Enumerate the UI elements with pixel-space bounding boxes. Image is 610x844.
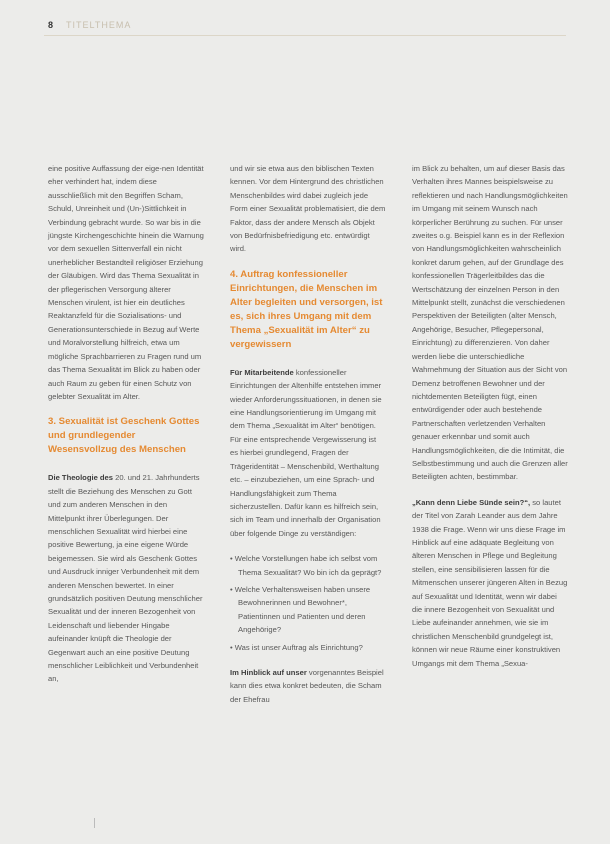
bullet-item: • Welche Vorstellungen habe ich selbst vom Thema Sexualität? Wo bin ich da geprägt? bbox=[230, 554, 382, 577]
section-heading-3: 3. Sexualität ist Geschenk Gottes und grundlegender Wesensvollzug des Menschen bbox=[48, 416, 200, 456]
column-middle bbox=[230, 162, 386, 718]
paragraph-text: vorgenanntes Beispiel kann dies etwa konkret bedeuten, die Scham der Ehefrau bbox=[230, 667, 384, 704]
footer-mark bbox=[94, 818, 95, 828]
column-left bbox=[48, 162, 204, 718]
paragraph: und wir sie etwa aus den biblischen Texten kennen. Vor dem Hintergrund des christlichen Menschenbildes wird dabei zugleich jede Form einer Sexualität problematisiert, die dem Faktor, dass der andere Mensch als Objekt von Bedürfnisbefriedigung etc. entwürdigt wird. bbox=[230, 164, 386, 254]
page-header bbox=[48, 20, 131, 30]
paragraph-lead: „Kann denn Liebe Sünde sein?“, bbox=[412, 497, 531, 507]
section-title: TITELTHEMA bbox=[66, 20, 132, 30]
paragraph bbox=[412, 496, 568, 670]
header-rule bbox=[44, 35, 566, 36]
column-right bbox=[412, 162, 568, 718]
paragraph bbox=[230, 366, 386, 540]
section-heading-4: 4. Auftrag konfessioneller Einrichtungen, die Menschen im Alter begleiten und versorgen, ist es, sich ihres Umgang mit dem Thema „Sexualität im Alter“ zu vergewissern bbox=[230, 268, 383, 350]
bullet-item: • Was ist unser Auftrag als Einrichtung? bbox=[230, 642, 363, 652]
paragraph: im Blick zu behalten, um auf dieser Basis das Verhalten ihres Mannes beispielsweise zu reflektieren und nach Handlungsmöglichkeiten im Umgang mit seinem Wunsch nach körperlicher Berührung zu suchen. Für unser zweites o.g. Beispiel kann es in der Reflexion von Handlungsmöglichkeiten wahrscheinlich konkret darum gehen, auf der Grundlage des konfessionellen Trägerleitbildes das die Wertschätzung der einzelnen Person in den Mittelpunkt stellt, zunächst die verschiedenen Perspektiven der Beteiligten (alter Mensch, Angehörige, Besucher, Pflegepersonal, Einrichtung) zu differenzieren. Von daher werden liebe die unterschiedliche Wahrnehmung der Situation aus der Sicht von Demenz betroffenen Bewohner und der nichtdementen Beteiligten fügt, einen entwürdigender oder auch bestehende Partnerschaften verletzenden Verhalten genauer erkennbar und somit auch Handlungsmöglichkeiten, die die Intimität, die Selbstbestimmung und auch die Grenzen aller Beteiligten achten, bestimmbar. bbox=[412, 164, 568, 482]
paragraph-lead: Die Theologie des bbox=[48, 473, 113, 483]
paragraph bbox=[48, 471, 204, 686]
paragraph-text: konfessioneller Einrichtungen der Altenhilfe entstehen immer wieder Anforderungssituationen, in denen sie eine Handlungsorientierung im Umgang mit dem Thema „Sexualität im Alter“ benötigen. Für eine entsprechende Vergewisserung ist es hierbei grundlegend, Fragen der Trägeridentität – Menschenbild, Werthaltung etc. – einzubeziehen, um eine Sprach- und Handlungsfähigkeit zum Thema sicherzustellen. Dafür kann es hilfreich sein, sich im Team und innerhalb der Organisation über folgende Dinge zu verständigen: bbox=[230, 367, 382, 538]
paragraph-lead: Für Mitarbeitende bbox=[230, 367, 294, 377]
paragraph-text: 20. und 21. Jahrhunderts stellt die Beziehung des Menschen zu Gott und zum anderen Menschen in den Mittelpunkt ihrer Überlegungen. Der menschlichen Sexualität wird hierbei eine positive Bewertung, ja eine eigene Würde beigemessen. Sie wird als Geschenk Gottes und Ausdruck inniger Verbundenheit mit dem anderen Menschen bewertet. In einer grundsätzlich positiven Deutung menschlicher Sexualität und der inneren Bezogenheit von Leidenschaft und liebender Hingabe aufeinander knüpft die Theologie der Gegenwart auch an eine positive Deutung menschlicher Leiblichkeit und Verbundenheit an, bbox=[48, 473, 203, 684]
article-columns bbox=[48, 162, 568, 718]
paragraph-text: so lautet der Titel von Zarah Leander aus dem Jahre 1938 die Frage. Wenn wir uns diese Frage im Hinblick auf eine adäquate Begleitung von älteren Menschen in Pflege und Begleitung stellen, eine sensibilisieren lassen für die Mitmenschen unserer jüngeren Alten in Bezug auf Sexualität und Identität, wenn wir dabei die innere Bezogenheit von Sexualität und Liebe aufeinander annehmen, wie sie im christlichen Menschenbild grundgelegt ist, können wir neue Räume einer konstruktiven Umgangs mit dem Thema „Sexua- bbox=[412, 497, 568, 668]
bullet-item: • Welche Verhaltensweisen haben unsere Bewohnerinnen und Bewohner*, Patientinnen und Patienten und deren Angehörige? bbox=[230, 584, 371, 635]
page-number: 8 bbox=[48, 20, 55, 30]
paragraph bbox=[230, 666, 386, 706]
paragraph: eine positive Auffassung der eige-nen Identität eher verhindert hat, indem diese ausschließlich mit den Begriffen Scham, Schuld, Unreinheit und (Un-)Sittlichkeit in Verbindung gebracht wurde. So war bis in die jüngste Kirchengeschichte hinein die Warnung vor dem sexuellen Sittenverfall ein nicht unerheblicher Bestandteil religiöser Erziehung der Gläubigen. Wird das Thema Sexualität in der pflegerischen Versorgung älterer Menschen virulent, ist hier ein deutliches Reaktanzfeld für die Sozialisations- und Generationsunterschiede in Bezug auf Werte und Moralvorstellung hilfreich, etwa um mögliche Sprachbarrieren zu Fragen rund um das Thema Sexualität im Blick zu haben oder auch Raum zu geben für einen Schutz von gelebter Sexualität im Alter. bbox=[48, 164, 204, 401]
paragraph-lead: Im Hinblick auf unser bbox=[230, 667, 307, 677]
